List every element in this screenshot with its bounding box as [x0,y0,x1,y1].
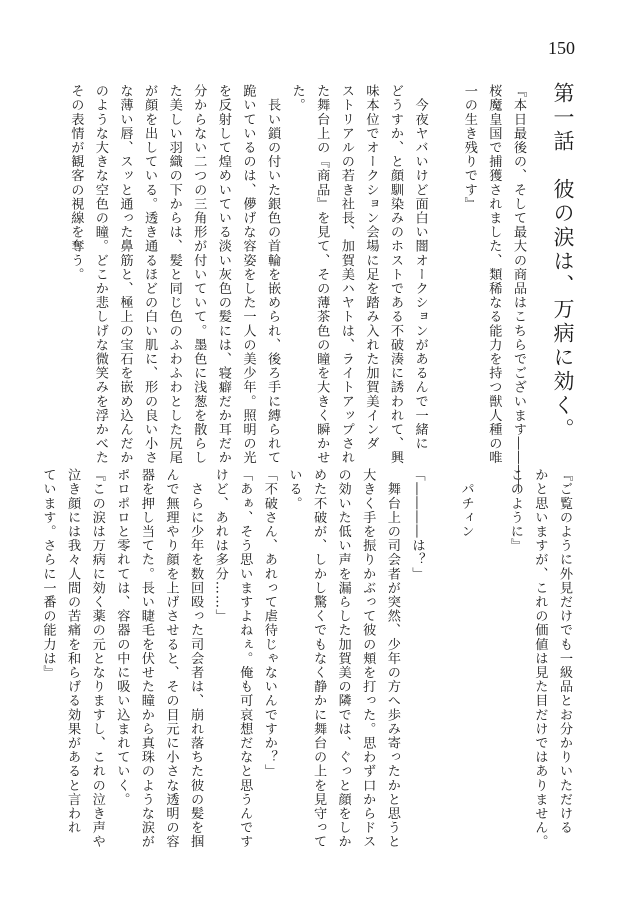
text-line: ポロポロと零れては、容器の中に吸い込まれていく。 [114,468,130,807]
text-line: た美しい羽織の下からは、髪と同じ色のふわふわとした尻尾 [166,84,182,465]
text-line: が顔を出している。透き通るほどの白い肌に、形の良い小さ [142,84,158,465]
text-line: 味本位でオークション会場に足を踏み入れた加賀美インダ [363,84,379,451]
text-line: 跪いているのは、儚げな容姿をした一人の美少年。照明の光 [240,84,256,465]
text-line: パチィン [458,468,474,539]
upper-text-block [68,84,530,493]
text-line: かと思いますが、これの価値は見た目だけではありません。 [532,468,548,849]
text-line: このように』 [507,468,523,553]
text-line: 器を押し当てた。長い睫毛を伏せた瞳から真珠のような涙が [138,468,154,849]
text-line: な薄い唇、スッと通った鼻筋と、極上の宝石を嵌め込んだか [117,84,133,465]
text-line: 「――――は？」 [409,468,425,581]
text-line: んで無理やり顔を上げさせると、その目元に小さな透明の容 [163,468,179,849]
text-line: 「不破さん、あれって虐待じゃないんですか？」 [261,468,277,779]
text-line: 分からない二つの三角形が付いていて。墨色に浅葱を散らし [191,84,207,465]
text-line: の効いた低い声を漏らした加賀美の隣では、ぐっと顔をしか [335,468,351,849]
text-line: いる。 [286,468,302,511]
text-line: 『この涙は万病に効く薬の元となりますし、これの泣き声や [89,468,105,849]
text-line [478,468,503,820]
text-line: どうすか、と顔馴染みのホストである不破湊に誘われて、興 [388,84,404,465]
text-line [432,84,457,454]
text-line: 大きく手を振りかぶって彼の頬を打った。思わず口からドス [360,468,376,849]
text-line: 今夜ヤバいけど面白い闇オークションがあるんで一緒に [412,84,428,451]
text-line: 『本日最後の、そして最大の商品はこちらでございます―――― [511,84,526,493]
text-line: 一の生き残りです』 [461,84,477,211]
text-line: さらに少年を数回殴った司会者は、崩れ落ちた彼の髪を掴 [188,468,204,849]
text-line [428,468,453,820]
text-line: 桜魔皇国で捕獲されました、類稀なる能力を持つ獣人種の唯 [486,84,502,465]
text-line: を反射して煌めいている淡い灰色の髪には、寝癖だか耳だか [215,84,231,465]
lower-text-block [40,468,576,849]
text-line: 『ご覧のように外見だけでも一級品とお分かりいただける [557,468,572,835]
text-line: 泣き顔には我々人間の苦痛を和らげる効果があると言われ [65,468,81,835]
text-line: その表情が観客の視線を奪う。 [68,84,84,282]
text-line: めた不破が、しかし驚くでもなく静かに舞台の上を見守って [311,468,327,849]
text-line: た。 [289,84,305,113]
text-line: 舞台上の司会者が突然、少年の方へ歩み寄ったかと思うと [384,468,400,849]
text-line: 長い鎖の付いた銀色の首輪を嵌められ、後ろ手に縛られて [265,84,281,465]
text-line: ています。さらに一番の能力は』 [40,468,56,680]
text-line: た舞台上の『商品』を見て、その薄茶色の瞳を大きく瞬かせ [314,84,330,465]
text-line: のような大きな空色の瞳。どこか悲しげな微笑みを浮かべた [92,84,108,465]
text-line: 「あぁ、そう思いますよねぇ。俺も可哀想だなと思うんです [237,468,253,849]
text-line: けど、あれは多分……」 [212,468,228,624]
text-line: ストリアルの若き社長、加賀美ハヤトは、ライトアップされ [338,84,354,465]
page-number: 150 [548,38,575,58]
chapter-title: 第一話 彼の涙は、万病に効く。 [551,82,575,442]
